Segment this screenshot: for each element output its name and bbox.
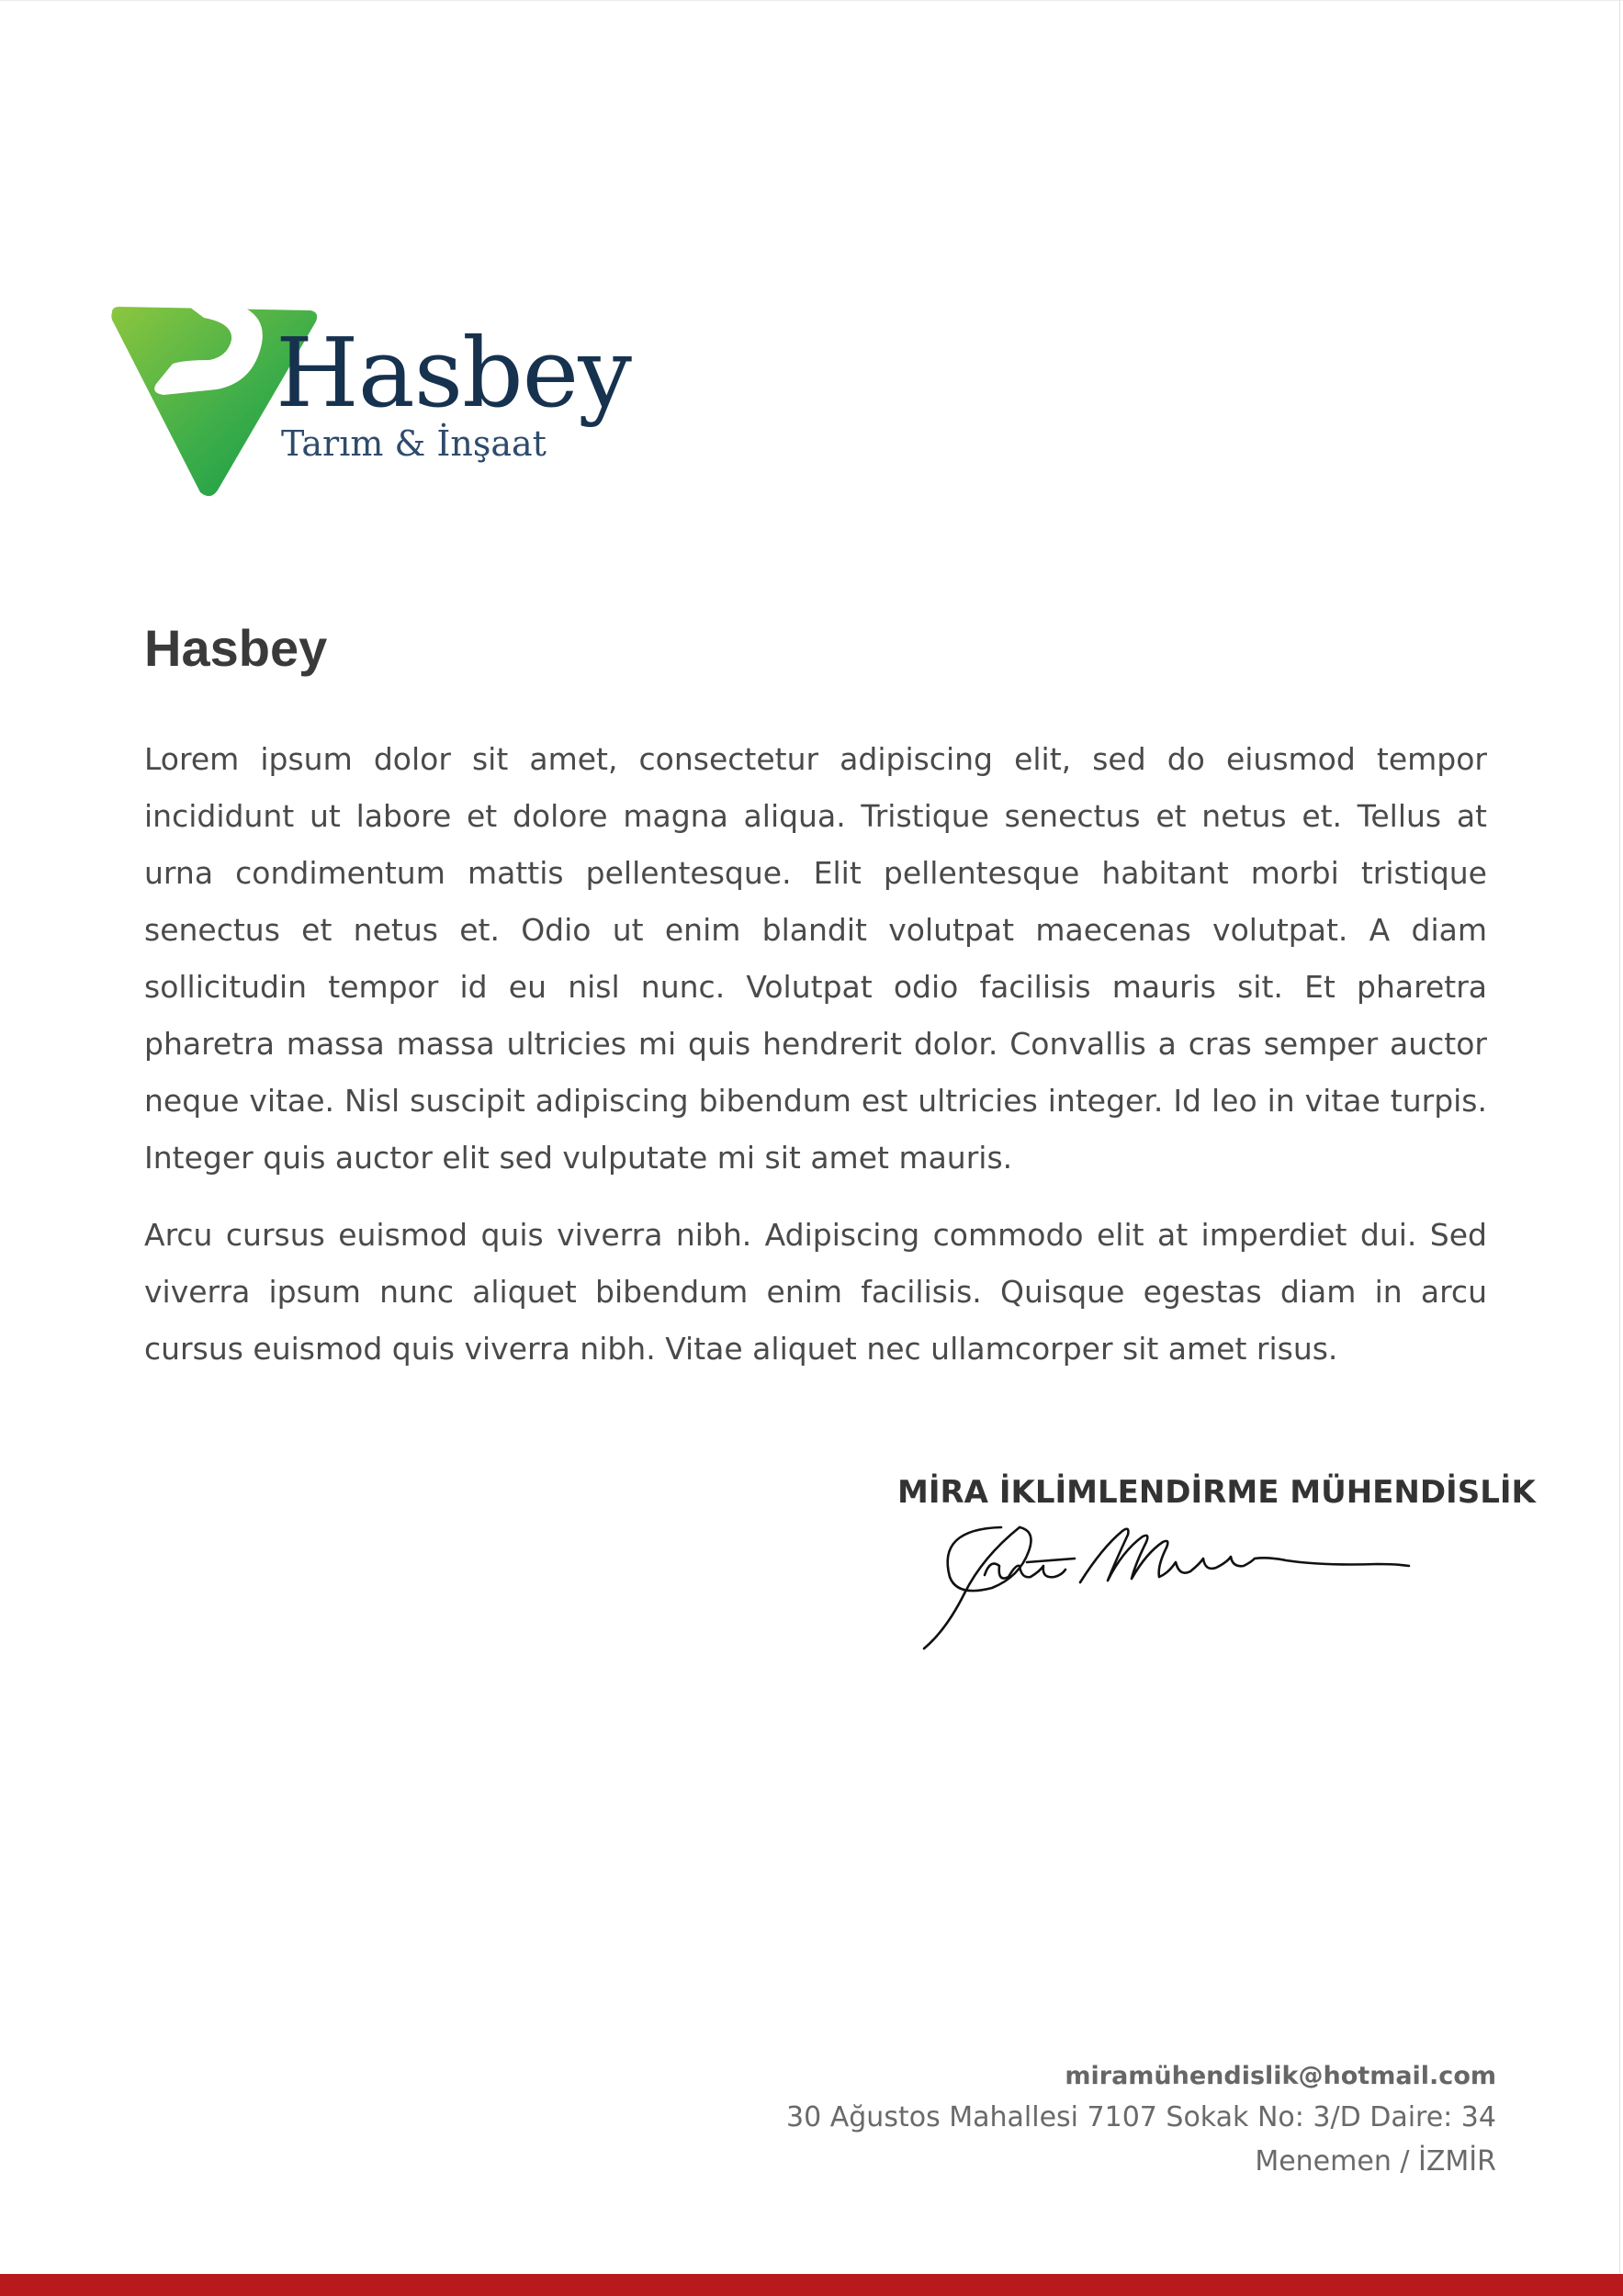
page-title: Hasbey xyxy=(144,619,328,677)
signature-company: MİRA İKLİMLENDİRME MÜHENDİSLİK xyxy=(897,1474,1536,1511)
company-logo xyxy=(108,299,641,501)
signature-block xyxy=(882,1474,1536,1658)
logo-subtitle: Tarım & İnşaat xyxy=(281,423,547,464)
contact-info xyxy=(786,2057,1496,2184)
contact-address-line1: 30 Ağustos Mahallesi 7107 Sokak No: 3/D Daire: 34 xyxy=(786,2101,1496,2133)
logo-name: Hasbey xyxy=(276,317,631,429)
footer-band xyxy=(0,2274,1623,2296)
right-border xyxy=(1619,0,1620,2274)
body-paragraph: Lorem ipsum dolor sit amet, consectetur adipiscing elit, sed do eiusmod tempor incididunt ut labore et dolore magna aliqua. Tristique senectus et netus et. Tellus at urna condimentum mattis pellentesque. Elit pellentesque habitant morbi tristique senectus et netus et. Odio ut enim blandit volutpat maecenas volutpat. A diam sollicitudin tempor id eu nisl nunc. Volutpat odio facilisis mauris sit. Et pharetra pharetra massa massa ultricies mi quis hendrerit dolor. Convallis a cras semper auctor neque vitae. Nisl suscipit adipiscing bibendum est ultricies integer. Id leo in vitae turpis. Integer quis auctor elit sed vulputate mi sit amet mauris. xyxy=(144,741,1487,1176)
handwritten-signature-icon xyxy=(882,1474,1470,1658)
body-paragraph: Arcu cursus euismod quis viverra nibh. Adipiscing commodo elit at imperdiet dui. Sed viverra ipsum nunc aliquet bibendum enim facilisis. Quisque egestas diam in arcu cursus euismod quis viverra nibh. Vitae aliquet nec ullamcorper sit amet risus. xyxy=(144,1217,1487,1367)
letter-body xyxy=(144,731,1487,1398)
contact-email: miramühendislik@hotmail.com xyxy=(1065,2062,1496,2090)
top-border xyxy=(0,0,1623,1)
contact-address-line2: Menemen / İZMİR xyxy=(1255,2145,1496,2178)
